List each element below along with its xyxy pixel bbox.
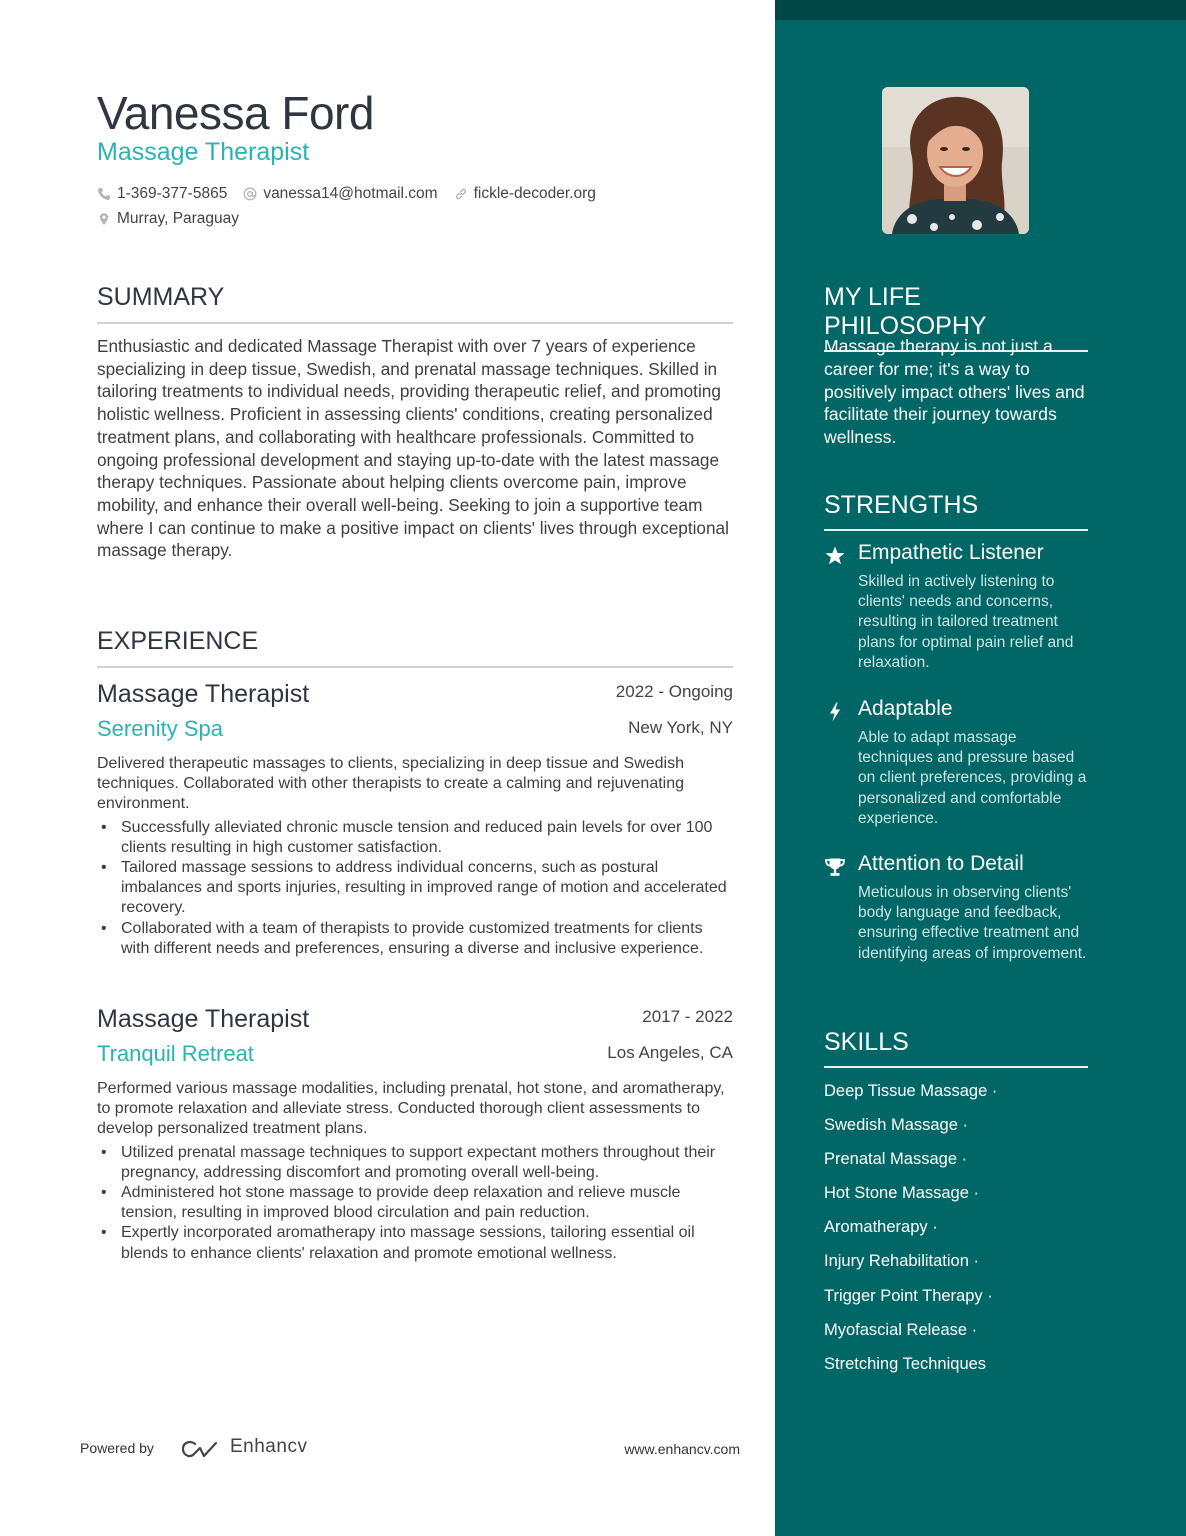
job-achievements <box>97 818 733 959</box>
strengths-heading: STRENGTHS <box>824 491 1088 531</box>
footer <box>80 1436 740 1464</box>
location-text: Murray, Paraguay <box>117 210 240 227</box>
brand-name: Enhancv <box>230 1436 308 1457</box>
powered-by-label: Powered by <box>80 1440 154 1456</box>
job-company: Serenity Spa <box>97 716 223 741</box>
job-location: New York, NY <box>628 718 733 737</box>
strength-name: Empathetic Listener <box>858 541 1044 564</box>
website-link: fickle-decoder.org <box>473 185 596 202</box>
skill-item: Injury Rehabilitation · <box>824 1252 979 1271</box>
job-dates: 2017 - 2022 <box>642 1007 733 1026</box>
footer-website-link[interactable]: www.enhancv.com <box>624 1441 740 1457</box>
job-company: Tranquil Retreat <box>97 1041 254 1066</box>
achievement-item: • Collaborated with a team of therapists to provide customized treatments for clients with different needs and preferences, ensuring a diverse and inclusive experience. <box>97 919 733 959</box>
experience-heading: EXPERIENCE <box>97 627 733 668</box>
skill-item: Aromatherapy · <box>824 1218 938 1237</box>
candidate-name: Vanessa Ford <box>97 87 374 139</box>
skill-item: Trigger Point Therapy · <box>824 1286 993 1305</box>
achievement-item: • Utilized prenatal massage techniques to support expectant mothers throughout their pregnancy, addressing discomfort and promoting overall well-being. <box>97 1143 733 1183</box>
email-contact <box>243 185 437 203</box>
summary-heading: SUMMARY <box>97 283 733 324</box>
strength-name: Adaptable <box>858 697 953 720</box>
location-pin-icon <box>97 212 111 226</box>
job-description: Delivered therapeutic massages to clients, specializing in deep tissue and Swedish techniques. Collaborated with other therapists to create a calming and rejuvenating environment. <box>97 755 685 813</box>
job-description: Performed various massage modalities, including prenatal, hot stone, and aromatherapy, to promote relaxation and alleviate stress. Conducted thorough client assessments to develop personalized treatment plans. <box>97 1080 725 1138</box>
skill-item: Prenatal Massage · <box>824 1150 968 1169</box>
website-contact <box>454 185 596 203</box>
strength-name: Attention to Detail <box>858 852 1024 875</box>
achievement-item: • Tailored massage sessions to address individual concerns, such as postural imbalances and sports injuries, resulting in improved range of motion and accelerated recovery. <box>97 858 733 919</box>
summary-text: Enthusiastic and dedicated Massage Therapist with over 7 years of experience specializing in deep tissue, Swedish, and prenatal massage techniques. Skilled in tailoring treatments to individual needs, providing therapeutic relief, and promoting holistic wellness. Proficient in assessing clients' conditions, creating personalized treatment plans, and collaborating with healthcare professionals. Committed to ongoing professional development and staying up-to-date with the latest massage therapy techniques. Passionate about helping clients overcome pain, improve mobility, and enhance their overall well-being. Seeking to join a supportive team where I can continue to make a positive impact on clients' lives through exceptional massage therapy. <box>97 336 729 561</box>
skills-heading: SKILLS <box>824 1028 1088 1068</box>
achievement-item: • Successfully alleviated chronic muscle tension and reduced pain levels for over 100 clients resulting in high customer satisfaction. <box>97 818 733 858</box>
link-icon <box>454 187 468 201</box>
phone-number: 1-369-377-5865 <box>117 185 228 202</box>
philosophy-text: Massage therapy is not just a career for me; it's a way to positively impact others' lives and facilitate their journey towards wellness. <box>824 336 1085 448</box>
skills-list <box>824 1079 1094 1386</box>
enhancv-logo-icon <box>180 1438 222 1462</box>
location-contact <box>97 210 239 228</box>
lightning-icon <box>824 701 846 723</box>
strength-description: Able to adapt massage techniques and pressure based on client preferences, providing a personalized and comfortable experience. <box>858 729 1087 827</box>
philosophy-heading: MY LIFE PHILOSOPHY <box>824 283 1088 352</box>
skill-item: Swedish Massage · <box>824 1116 968 1135</box>
star-icon <box>824 545 846 567</box>
job-dates: 2022 - Ongoing <box>615 682 733 701</box>
skill-item: Hot Stone Massage · <box>824 1184 979 1203</box>
profile-photo <box>882 87 1029 234</box>
achievement-item: • Expertly incorporated aromatherapy into massage sessions, tailoring essential oil blends to enhance clients' relaxation and promote emotional wellness. <box>97 1223 733 1263</box>
portrait-image <box>882 87 1029 234</box>
candidate-title: Massage Therapist <box>97 138 310 166</box>
phone-contact <box>97 185 227 203</box>
trophy-icon <box>824 856 846 878</box>
job-role: Massage Therapist <box>97 1005 310 1033</box>
experience-entry <box>97 680 733 959</box>
job-achievements <box>97 1143 733 1264</box>
job-role: Massage Therapist <box>97 680 310 708</box>
achievement-item: • Administered hot stone massage to provide deep relaxation and relieve muscle tension, resulting in improved blood circulation and pain reduction. <box>97 1183 733 1223</box>
phone-icon <box>97 187 111 201</box>
experience-entry <box>97 1005 733 1264</box>
job-location: Los Angeles, CA <box>607 1043 733 1062</box>
skill-item: Deep Tissue Massage · <box>824 1082 998 1100</box>
email-address: vanessa14@hotmail.com <box>263 185 438 202</box>
skill-item: Stretching Techniques <box>824 1354 987 1373</box>
strength-description: Skilled in actively listening to clients' needs and concerns, resulting in tailored treatment plans for optimal pain relief and relaxation. <box>858 573 1074 671</box>
contact-info <box>97 183 737 233</box>
skill-item: Myofascial Release · <box>824 1320 978 1339</box>
sidebar <box>775 0 1186 1536</box>
strength-description: Meticulous in observing clients' body language and feedback, ensuring effective treatment and identifying areas of improvement. <box>858 884 1087 962</box>
at-icon <box>243 187 257 201</box>
sidebar-top-bar <box>775 0 1186 20</box>
